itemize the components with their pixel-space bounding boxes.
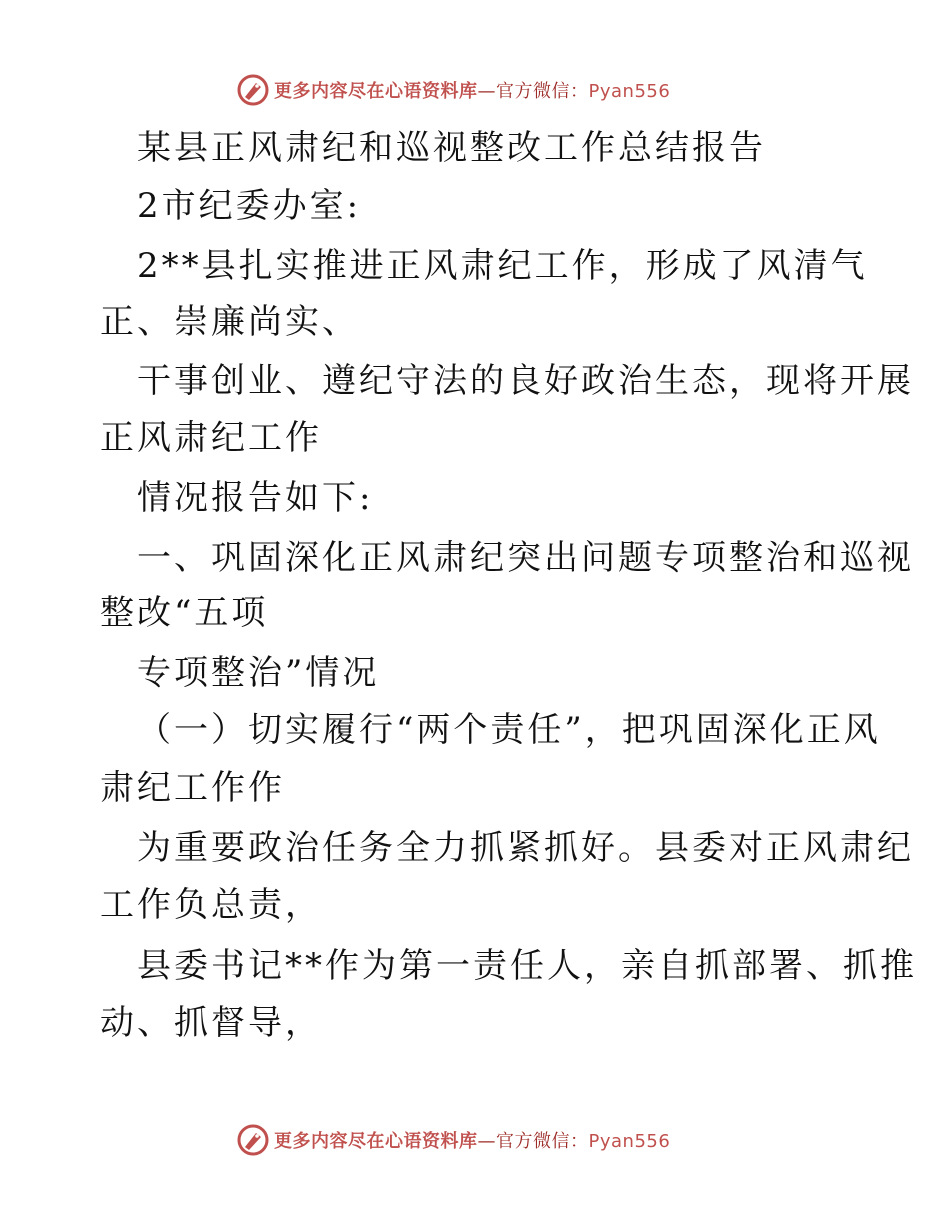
footer-watermark bbox=[236, 1122, 670, 1158]
watermark-main: 更多内容尽在心语资料库 bbox=[274, 1131, 478, 1152]
section-heading-cont: 整改“五项 bbox=[100, 593, 269, 633]
document-title: 某县正风肃纪和巡视整改工作总结报告 bbox=[137, 128, 766, 168]
text-line: 2**县扎实推进正风肃纪工作，形成了风清气 bbox=[137, 246, 868, 286]
watermark-main: 更多内容尽在心语资料库 bbox=[274, 81, 478, 102]
text-line: 动、抓督导， bbox=[100, 1003, 322, 1043]
subsection-heading: （一）切实履行“两个责任”，把巩固深化正风 bbox=[137, 710, 881, 750]
text-line: 情况报告如下: bbox=[137, 478, 374, 518]
section-heading-cont: 专项整治”情况 bbox=[137, 653, 380, 693]
text-line: 2市纪委办室: bbox=[137, 186, 362, 226]
watermark-sub: 官方微信： bbox=[496, 1131, 589, 1152]
watermark-dash: — bbox=[477, 81, 496, 102]
header-watermark bbox=[236, 72, 670, 108]
text-line: 工作负总责， bbox=[100, 885, 322, 925]
section-heading: 一、巩固深化正风肃纪突出问题专项整治和巡视 bbox=[137, 538, 914, 578]
watermark-text bbox=[274, 1127, 670, 1153]
pen-nib-logo-icon bbox=[236, 1123, 270, 1157]
text-line: 干事创业、遵纪守法的良好政治生态，现将开展 bbox=[137, 361, 914, 401]
watermark-text bbox=[274, 77, 670, 103]
text-line: 县委书记**作为第一责任人，亲自抓部署、抓推 bbox=[137, 946, 917, 986]
text-line: 肃纪工作作 bbox=[100, 768, 285, 808]
watermark-dash: — bbox=[477, 1131, 496, 1152]
text-line: 为重要政治任务全力抓紧抓好。县委对正风肃纪 bbox=[137, 828, 914, 868]
watermark-id: Pyan556 bbox=[588, 81, 671, 102]
text-line: 正风肃纪工作 bbox=[100, 418, 322, 458]
watermark-sub: 官方微信： bbox=[496, 81, 589, 102]
pen-nib-logo-icon bbox=[236, 73, 270, 107]
watermark-id: Pyan556 bbox=[588, 1131, 671, 1152]
text-line: 正、崇廉尚实、 bbox=[100, 302, 359, 342]
